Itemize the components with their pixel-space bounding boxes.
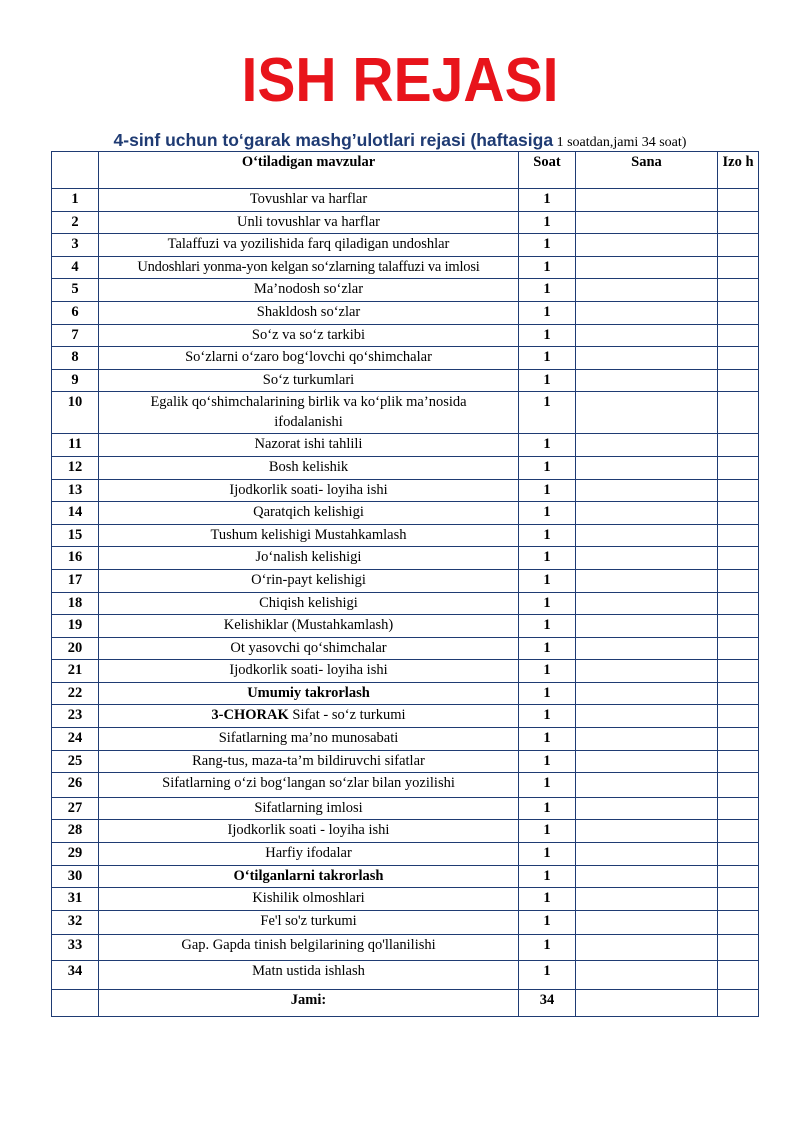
row-topic: O‘rin-payt kelishigi: [99, 569, 519, 592]
table-row: [52, 256, 759, 279]
row-sana: [576, 189, 718, 212]
row-soat: 1: [519, 888, 576, 911]
row-soat: 1: [519, 935, 576, 961]
row-soat: 1: [519, 347, 576, 370]
row-topic: Tovushlar va harflar: [99, 189, 519, 212]
table-row: [52, 750, 759, 773]
row-izoh: [718, 369, 759, 392]
row-number: 14: [52, 502, 99, 525]
total-label: Jami:: [99, 990, 519, 1017]
row-number: 25: [52, 750, 99, 773]
row-topic: Chiqish kelishigi: [99, 592, 519, 615]
row-number: 21: [52, 660, 99, 683]
row-topic: Tushum kelishigi Mustahkamlash: [99, 524, 519, 547]
table-row: [52, 660, 759, 683]
row-izoh: [718, 865, 759, 888]
row-topic: Talaffuzi va yozilishida farq qiladigan undoshlar: [99, 234, 519, 257]
row-sana: [576, 773, 718, 798]
row-sana: [576, 324, 718, 347]
row-soat: 1: [519, 524, 576, 547]
row-number: 6: [52, 301, 99, 324]
row-izoh: [718, 479, 759, 502]
subtitle-main: 4-sinf uchun to‘garak mashg’ulotlari rejasi (haftasiga: [113, 130, 554, 150]
row-izoh: [718, 347, 759, 370]
row-sana: [576, 524, 718, 547]
row-izoh: [718, 569, 759, 592]
row-number: 3: [52, 234, 99, 257]
row-topic: Gap. Gapda tinish belgilarining qo'llanilishi: [99, 935, 519, 961]
row-soat: 1: [519, 842, 576, 865]
row-sana: [576, 728, 718, 751]
table-row: [52, 615, 759, 638]
row-topic: Unli tovushlar va harflar: [99, 211, 519, 234]
row-sana: [576, 369, 718, 392]
row-number: 17: [52, 569, 99, 592]
row-soat: 1: [519, 234, 576, 257]
row-sana: [576, 256, 718, 279]
row-sana: [576, 502, 718, 525]
quarter-label: 3-CHORAK: [211, 707, 289, 724]
row-topic: Sifatlarning o‘zi bog‘langan so‘zlar bilan yozilishi: [99, 773, 519, 798]
row-number: 1: [52, 189, 99, 212]
row-soat: 1: [519, 637, 576, 660]
row-topic: Ijodkorlik soati - loyiha ishi: [99, 820, 519, 843]
row-number: 16: [52, 547, 99, 570]
row-soat: 1: [519, 615, 576, 638]
row-soat: 1: [519, 392, 576, 434]
table-row: [52, 324, 759, 347]
row-izoh: [718, 705, 759, 728]
row-soat: 1: [519, 189, 576, 212]
row-sana: [576, 479, 718, 502]
row-topic: [99, 705, 519, 728]
table-row: [52, 592, 759, 615]
row-topic: Qaratqich kelishigi: [99, 502, 519, 525]
header-number: [52, 152, 99, 189]
row-izoh: [718, 524, 759, 547]
total-izoh: [718, 990, 759, 1017]
subtitle-rest: 1 soatdan,jami 34 soat): [553, 135, 687, 150]
table-row: [52, 705, 759, 728]
row-izoh: [718, 279, 759, 302]
row-sana: [576, 547, 718, 570]
row-izoh: [718, 842, 759, 865]
row-number: 10: [52, 392, 99, 434]
row-izoh: [718, 888, 759, 911]
row-soat: 1: [519, 569, 576, 592]
row-soat: 1: [519, 750, 576, 773]
total-number-cell: [52, 990, 99, 1017]
row-sana: [576, 637, 718, 660]
table-row: [52, 369, 759, 392]
row-izoh: [718, 797, 759, 820]
row-number: 34: [52, 961, 99, 990]
row-izoh: [718, 592, 759, 615]
row-topic: Ijodkorlik soati- loyiha ishi: [99, 660, 519, 683]
row-soat: 1: [519, 279, 576, 302]
row-number: 29: [52, 842, 99, 865]
row-soat: 1: [519, 502, 576, 525]
row-topic: Ijodkorlik soati- loyiha ishi: [99, 479, 519, 502]
row-soat: 1: [519, 728, 576, 751]
row-topic: Nazorat ishi tahlili: [99, 434, 519, 457]
row-number: 9: [52, 369, 99, 392]
row-izoh: [718, 820, 759, 843]
row-sana: [576, 961, 718, 990]
table-row: [52, 211, 759, 234]
table-row: [52, 234, 759, 257]
row-sana: [576, 211, 718, 234]
row-number: 5: [52, 279, 99, 302]
row-izoh: [718, 456, 759, 479]
table-row: [52, 820, 759, 843]
table-row: [52, 392, 759, 434]
row-topic: Umumiy takrorlash: [99, 682, 519, 705]
row-izoh: [718, 301, 759, 324]
row-izoh: [718, 234, 759, 257]
row-number: 22: [52, 682, 99, 705]
row-number: 13: [52, 479, 99, 502]
row-topic: Rang-tus, maza-ta’m bildiruvchi sifatlar: [99, 750, 519, 773]
table-row: [52, 434, 759, 457]
row-number: 20: [52, 637, 99, 660]
row-number: 33: [52, 935, 99, 961]
total-row: [52, 990, 759, 1017]
row-soat: 1: [519, 434, 576, 457]
table-row: [52, 888, 759, 911]
row-izoh: [718, 615, 759, 638]
row-soat: 1: [519, 797, 576, 820]
table-row: [52, 547, 759, 570]
row-izoh: [718, 434, 759, 457]
row-topic: Kelishiklar (Mustahkamlash): [99, 615, 519, 638]
row-sana: [576, 279, 718, 302]
row-number: 26: [52, 773, 99, 798]
row-sana: [576, 392, 718, 434]
table-row: [52, 279, 759, 302]
row-soat: 1: [519, 256, 576, 279]
row-sana: [576, 456, 718, 479]
row-sana: [576, 865, 718, 888]
row-number: 19: [52, 615, 99, 638]
row-izoh: [718, 189, 759, 212]
row-sana: [576, 910, 718, 935]
row-izoh: [718, 728, 759, 751]
total-soat: 34: [519, 990, 576, 1017]
row-izoh: [718, 935, 759, 961]
row-soat: 1: [519, 773, 576, 798]
row-sana: [576, 301, 718, 324]
table-row: [52, 682, 759, 705]
row-soat: 1: [519, 682, 576, 705]
lesson-plan-table: [51, 151, 759, 1017]
header-topic: O‘tiladigan mavzular: [99, 152, 519, 189]
table-row: [52, 797, 759, 820]
table-row: [52, 842, 759, 865]
table-row: [52, 637, 759, 660]
row-soat: 1: [519, 592, 576, 615]
row-topic: Kishilik olmoshlari: [99, 888, 519, 911]
row-number: 4: [52, 256, 99, 279]
row-topic: Harfiy ifodalar: [99, 842, 519, 865]
table-row: [52, 773, 759, 798]
row-soat: 1: [519, 705, 576, 728]
row-izoh: [718, 773, 759, 798]
row-sana: [576, 797, 718, 820]
row-soat: 1: [519, 910, 576, 935]
row-number: 11: [52, 434, 99, 457]
table-row: [52, 479, 759, 502]
row-sana: [576, 842, 718, 865]
row-topic: Ot yasovchi qo‘shimchalar: [99, 637, 519, 660]
row-sana: [576, 820, 718, 843]
row-izoh: [718, 256, 759, 279]
table-row: [52, 910, 759, 935]
row-soat: 1: [519, 211, 576, 234]
document-title: ISH REJASI: [241, 46, 559, 115]
row-izoh: [718, 392, 759, 434]
table-row: [52, 961, 759, 990]
row-topic: Sifatlarning imlosi: [99, 797, 519, 820]
row-topic: Bosh kelishik: [99, 456, 519, 479]
row-number: 32: [52, 910, 99, 935]
row-izoh: [718, 324, 759, 347]
row-sana: [576, 615, 718, 638]
row-topic: So‘zlarni o‘zaro bog‘lovchi qo‘shimchalar: [99, 347, 519, 370]
row-soat: 1: [519, 324, 576, 347]
table-row: [52, 865, 759, 888]
row-soat: 1: [519, 479, 576, 502]
row-izoh: [718, 660, 759, 683]
row-sana: [576, 660, 718, 683]
row-topic-text: Sifat - so‘z turkumi: [288, 707, 406, 724]
row-izoh: [718, 682, 759, 705]
row-sana: [576, 750, 718, 773]
row-number: 23: [52, 705, 99, 728]
row-topic: Shakldosh so‘zlar: [99, 301, 519, 324]
header-sana: Sana: [576, 152, 718, 189]
table-row: [52, 935, 759, 961]
row-topic: So‘z turkumlari: [99, 369, 519, 392]
row-izoh: [718, 211, 759, 234]
row-izoh: [718, 637, 759, 660]
row-soat: 1: [519, 865, 576, 888]
row-sana: [576, 888, 718, 911]
row-number: 15: [52, 524, 99, 547]
row-topic: Undoshlari yonma-yon kelgan so‘zlarning talaffuzi va imlosi: [99, 256, 519, 279]
row-topic: O‘tilganlarni takrorlash: [99, 865, 519, 888]
row-sana: [576, 682, 718, 705]
table-row: [52, 456, 759, 479]
row-sana: [576, 705, 718, 728]
table-row: [52, 301, 759, 324]
table-row: [52, 728, 759, 751]
total-sana: [576, 990, 718, 1017]
row-soat: 1: [519, 820, 576, 843]
row-soat: 1: [519, 301, 576, 324]
row-soat: 1: [519, 369, 576, 392]
row-izoh: [718, 961, 759, 990]
header-soat: Soat: [519, 152, 576, 189]
table-row: [52, 524, 759, 547]
row-izoh: [718, 750, 759, 773]
row-topic: Jo‘nalish kelishigi: [99, 547, 519, 570]
row-number: 8: [52, 347, 99, 370]
row-topic: Matn ustida ishlash: [99, 961, 519, 990]
row-soat: 1: [519, 660, 576, 683]
row-number: 24: [52, 728, 99, 751]
row-sana: [576, 569, 718, 592]
row-soat: 1: [519, 456, 576, 479]
row-izoh: [718, 547, 759, 570]
row-number: 27: [52, 797, 99, 820]
row-sana: [576, 234, 718, 257]
table-row: [52, 347, 759, 370]
row-topic: Fe'l so'z turkumi: [99, 910, 519, 935]
table-row: [52, 502, 759, 525]
row-sana: [576, 592, 718, 615]
row-sana: [576, 434, 718, 457]
row-number: 18: [52, 592, 99, 615]
row-number: 31: [52, 888, 99, 911]
row-sana: [576, 347, 718, 370]
row-number: 7: [52, 324, 99, 347]
table-header-row: [52, 152, 759, 189]
row-izoh: [718, 502, 759, 525]
row-topic: Ma’nodosh so‘zlar: [99, 279, 519, 302]
table-row: [52, 189, 759, 212]
row-izoh: [718, 910, 759, 935]
row-number: 2: [52, 211, 99, 234]
row-number: 28: [52, 820, 99, 843]
table-row: [52, 569, 759, 592]
row-topic: So‘z va so‘z tarkibi: [99, 324, 519, 347]
row-topic: Sifatlarning ma’no munosabati: [99, 728, 519, 751]
row-soat: 1: [519, 547, 576, 570]
row-number: 30: [52, 865, 99, 888]
row-number: 12: [52, 456, 99, 479]
row-sana: [576, 935, 718, 961]
header-izoh: Izo h: [718, 152, 759, 189]
row-soat: 1: [519, 961, 576, 990]
row-topic: Egalik qo‘shimchalarining birlik va ko‘plik ma’nosida ifodalanishi: [99, 392, 519, 434]
